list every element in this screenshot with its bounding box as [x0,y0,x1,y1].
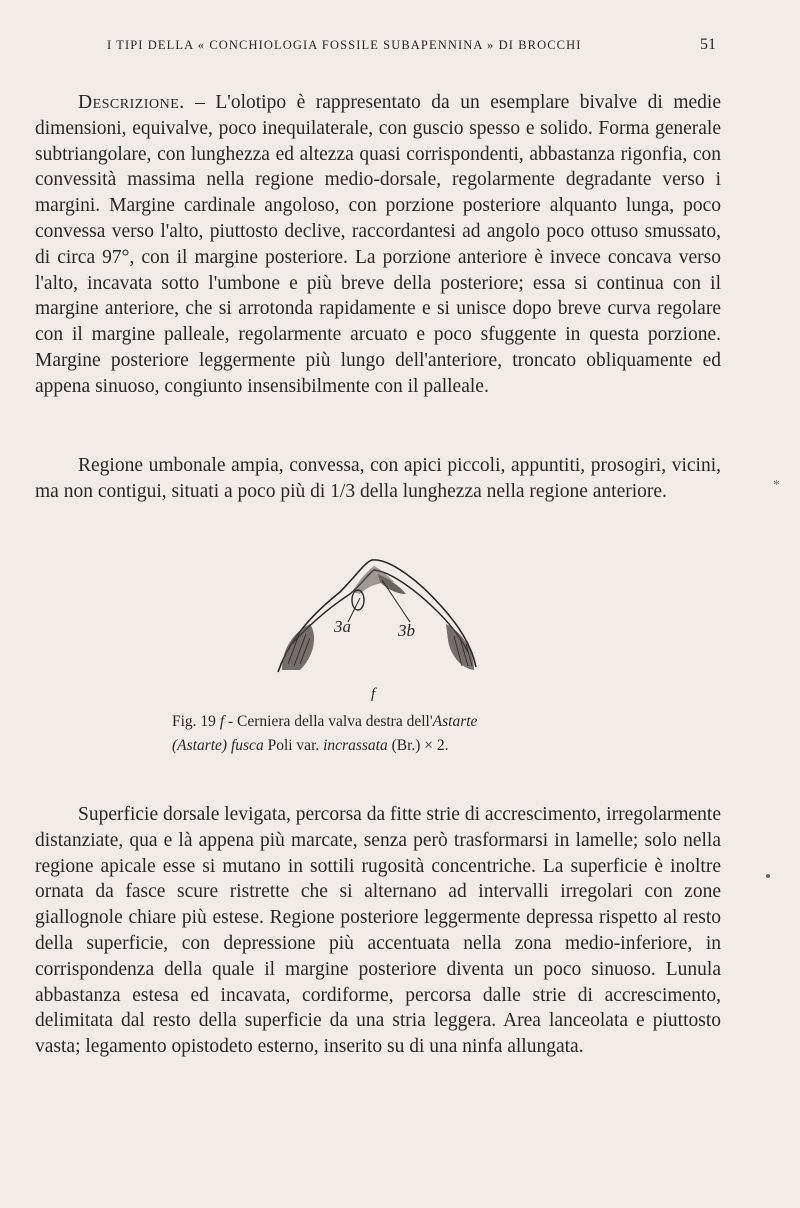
caption-text-2: Poli var. [263,737,324,754]
scar-hatching [288,632,472,666]
paragraph-umbonal-region: Regione umbonale ampia, convessa, con apici piccoli, appuntiti, prosogiri, vicini, ma non contigui, situati a poco più di 1/3 della lunghezza nella regione anteriore. [35,455,721,502]
caption-text-1: - Cerniera della valva destra dell' [224,713,433,730]
caption-subgenus: (Astarte) fusca [172,737,264,754]
hinge-figure [270,552,485,702]
section-lead: Descrizione. [78,92,185,113]
page-number: 51 [700,36,716,53]
caption-genus: Astarte [432,713,478,730]
cardinal-tooth-3b [378,574,406,594]
paragraph-dorsal-surface: Superficie dorsale levigata, percorsa da fitte strie di accrescimento, irregolarmente distanziate, qua e là appena più marcate, senza però trasformarsi in lamelle; solo nella regione apicale esse si mutano in sottili rugosità concentriche. La superficie è inoltre ornata da fasce scure ristrette che si alternano ad intervalli irregolari con zone giallognole chiare più estese. Regione posteriore leggermente depressa rispetto al resto della superficie, con depressione più accentuata nella zona medio-inferiore, in corrispondenza della quale il margine posteriore diventa un poco sinuoso. Lunula abbastanza estesa ed incavata, cordiforme, percorsa dalle strie di accrescimento, delimitata dal resto della superficie da una stria leggera. Area lanceolata e piuttosto vasta; legamento opistodeto esterno, inserito su di una ninfa allungata. [35,804,721,1058]
paragraph-description [35,90,721,400]
hinge-drawing [270,552,485,702]
margin-dot [766,874,770,878]
figure-caption [172,710,632,758]
caption-variety: incrassata [323,737,388,754]
running-head-title: I TIPI DELLA « CONCHIOLOGIA FOSSILE SUBAPENNINA » DI BROCCHI [107,38,582,52]
tooth-label-3b: 3b [398,621,415,640]
caption-prefix: Fig. 19 [172,713,220,730]
figure-letter: f [371,686,376,702]
paragraph-description-body: – L'olotipo è rappresentato da un esemplare bivalve di medie dimensioni, equivalve, poco inequilaterale, con guscio spesso e solido. Forma generale subtriangolare, con lunghezza ed altezza quasi corrispondenti, abbastanza rigonfia, con convessità massima nella regione medio-dorsale, regolarmente degradante verso i margini. Margine cardinale angoloso, con porzione posteriore alquanto lunga, poco convessa verso l'alto, piuttosto declive, raccordantesi ad angolo poco ottuso smussato, di circa 97°, con il margine posteriore. La porzione anteriore è invece concava verso l'alto, incavata sotto l'umbone e più breve della posteriore; essa si continua con il margine anteriore, che si arrotonda rapidamente e si unisce dopo breve curva regolare con il margine palleale, regolarmente arcuato e poco sfuggente in questa porzione. Margine posteriore leggermente più lungo dell'anteriore, troncato obliquamente ed appena sinuoso, congiunto insensibilmente con il palleale. [35,92,721,397]
caption-text-3: (Br.) × 2. [387,737,449,754]
margin-mark: * [773,478,780,493]
anterior-muscle-scar [282,624,314,670]
tooth-label-3a: 3a [334,617,351,636]
caption-letter: f [219,713,225,730]
